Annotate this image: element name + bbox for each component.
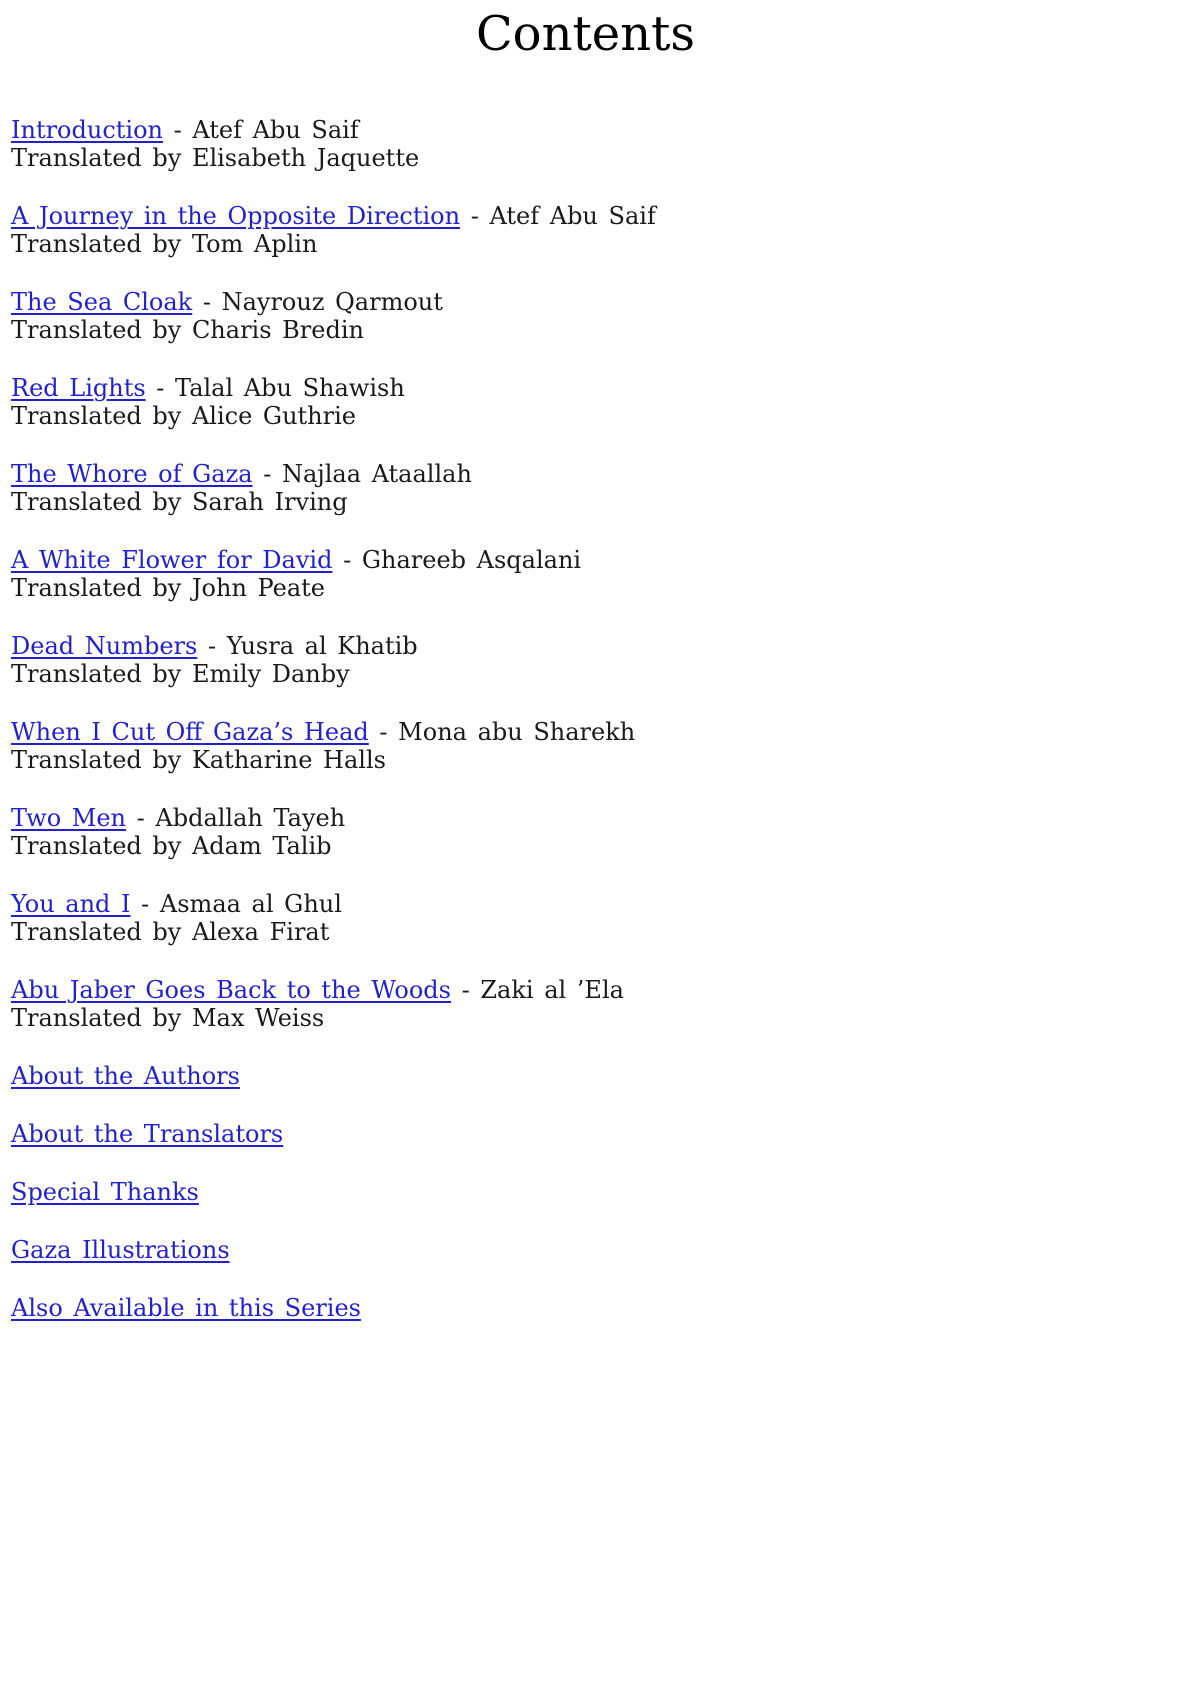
translator-credit: Translated by Alexa Firat — [11, 918, 330, 946]
story-title-link[interactable]: The Whore of Gaza — [11, 460, 253, 488]
translator-credit: Translated by Elisabeth Jaquette — [11, 144, 420, 172]
author-name: Atef Abu Saif — [192, 116, 359, 144]
title-author-separator: - — [130, 890, 160, 918]
toc-entry — [11, 890, 1160, 946]
author-name: Zaki al ’Ela — [480, 976, 624, 1004]
footer-link[interactable]: Also Available in this Series — [11, 1294, 361, 1322]
title-author-separator: - — [368, 718, 399, 746]
footer-link-row — [11, 1236, 1160, 1264]
title-author-separator: - — [192, 288, 222, 316]
story-title-link[interactable]: Abu Jaber Goes Back to the Woods — [11, 976, 451, 1004]
toc-entry-list — [11, 116, 1160, 1032]
author-name: Najlaa Ataallah — [281, 460, 472, 488]
footer-link[interactable]: About the Translators — [11, 1120, 284, 1148]
translator-credit: Translated by Max Weiss — [11, 1004, 325, 1032]
author-name: Mona abu Sharekh — [398, 718, 636, 746]
toc-entry — [11, 804, 1160, 860]
story-title-link[interactable]: The Sea Cloak — [11, 288, 193, 316]
story-title-link[interactable]: When I Cut Off Gaza’s Head — [11, 718, 369, 746]
toc-entry — [11, 976, 1160, 1032]
contents-page — [0, 6, 1200, 1322]
toc-entry — [11, 202, 1160, 258]
author-name: Talal Abu Shawish — [175, 374, 405, 402]
title-author-separator: - — [252, 460, 282, 488]
title-author-separator: - — [197, 632, 227, 660]
story-title-link[interactable]: Red Lights — [11, 374, 146, 402]
translator-credit: Translated by Adam Talib — [11, 832, 332, 860]
title-author-separator: - — [460, 202, 490, 230]
title-author-separator: - — [126, 804, 156, 832]
footer-link-row — [11, 1062, 1160, 1090]
toc-entry — [11, 374, 1160, 430]
story-title-link[interactable]: Introduction — [11, 116, 163, 144]
toc-entry — [11, 288, 1160, 344]
toc-entry — [11, 460, 1160, 516]
story-title-link[interactable]: A White Flower for David — [11, 546, 333, 574]
story-title-link[interactable]: Dead Numbers — [11, 632, 198, 660]
toc-entry — [11, 116, 1160, 172]
footer-link-row — [11, 1120, 1160, 1148]
toc-entry — [11, 546, 1160, 602]
toc-entry — [11, 718, 1160, 774]
author-name: Abdallah Tayeh — [155, 804, 346, 832]
footer-link-row — [11, 1294, 1160, 1322]
translator-credit: Translated by Emily Danby — [11, 660, 350, 688]
author-name: Nayrouz Qarmout — [221, 288, 443, 316]
title-author-separator: - — [332, 546, 362, 574]
title-author-separator: - — [145, 374, 176, 402]
story-title-link[interactable]: You and I — [11, 890, 131, 918]
author-name: Asmaa al Ghul — [159, 890, 342, 918]
footer-link[interactable]: Special Thanks — [11, 1178, 199, 1206]
footer-link-list — [11, 1062, 1160, 1322]
author-name: Atef Abu Saif — [489, 202, 656, 230]
translator-credit: Translated by Katharine Halls — [11, 746, 386, 774]
title-author-separator: - — [163, 116, 193, 144]
translator-credit: Translated by Sarah Irving — [11, 488, 348, 516]
translator-credit: Translated by John Peate — [11, 574, 325, 602]
footer-link[interactable]: About the Authors — [11, 1062, 240, 1090]
footer-link[interactable]: Gaza Illustrations — [11, 1236, 230, 1264]
title-author-separator: - — [450, 976, 481, 1004]
toc-entry — [11, 632, 1160, 688]
translator-credit: Translated by Charis Bredin — [11, 316, 364, 344]
author-name: Yusra al Khatib — [226, 632, 418, 660]
story-title-link[interactable]: A Journey in the Opposite Direction — [11, 202, 461, 230]
page-title: Contents — [475, 6, 696, 62]
translator-credit: Translated by Tom Aplin — [11, 230, 318, 258]
author-name: Ghareeb Asqalani — [361, 546, 582, 574]
footer-link-row — [11, 1178, 1160, 1206]
story-title-link[interactable]: Two Men — [11, 804, 127, 832]
translator-credit: Translated by Alice Guthrie — [11, 402, 356, 430]
